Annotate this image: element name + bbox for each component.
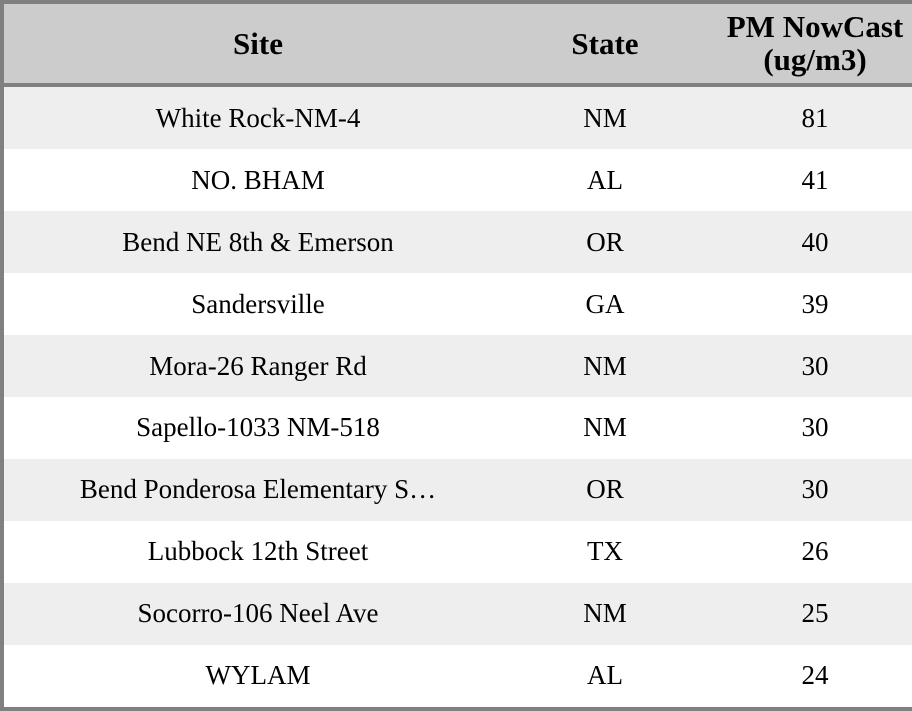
cell-state: NM [583,598,627,629]
cell-site: Mora-26 Ranger Rd [149,350,367,381]
cell-pm-nowcast: 26 [801,536,829,567]
cell-site: Bend NE 8th & Emerson [122,226,394,257]
cell-site: Bend Ponderosa Elementary S… [79,474,437,505]
cell-site: NO. BHAM [191,164,325,195]
cell-pm-nowcast: 39 [801,288,829,319]
cell-site: Socorro-106 Neel Ave [137,598,379,629]
cell-pm-nowcast: 30 [801,350,829,381]
cell-pm-nowcast: 81 [801,102,829,133]
cell-state: GA [585,288,625,319]
cell-state: NM [583,350,627,381]
table-row [4,645,912,707]
table-row [4,397,912,459]
table-header-row [4,4,912,85]
table-body [4,85,912,707]
cell-state: TX [587,536,623,567]
cell-site: Lubbock 12th Street [147,536,369,567]
air-quality-table [4,4,912,707]
cell-state: NM [583,102,627,133]
cell-site: WYLAM [205,660,311,691]
table-row [4,149,912,211]
column-header-state: State [512,4,698,85]
column-header-site: Site [4,4,512,85]
cell-site: White Rock-NM-4 [155,102,361,133]
table-row [4,273,912,335]
table-header [4,4,912,85]
cell-pm-nowcast: 24 [801,660,829,691]
cell-pm-nowcast: 30 [801,412,829,443]
table-row [4,85,912,149]
column-header-pm-nowcast: PM NowCast (ug/m3) [698,4,912,85]
table-row [4,211,912,273]
cell-state: AL [587,164,623,195]
cell-state: OR [586,226,624,257]
cell-state: AL [587,660,623,691]
cell-site: Sandersville [191,288,325,319]
cell-pm-nowcast: 30 [801,474,829,505]
cell-pm-nowcast: 40 [801,226,829,257]
cell-state: NM [583,412,627,443]
cell-pm-nowcast: 25 [801,598,829,629]
table-row [4,335,912,397]
cell-pm-nowcast: 41 [801,164,829,195]
cell-site: Sapello-1033 NM-518 [136,412,380,443]
table-row [4,583,912,645]
table-row [4,521,912,583]
cell-state: OR [586,474,624,505]
table-row [4,459,912,521]
